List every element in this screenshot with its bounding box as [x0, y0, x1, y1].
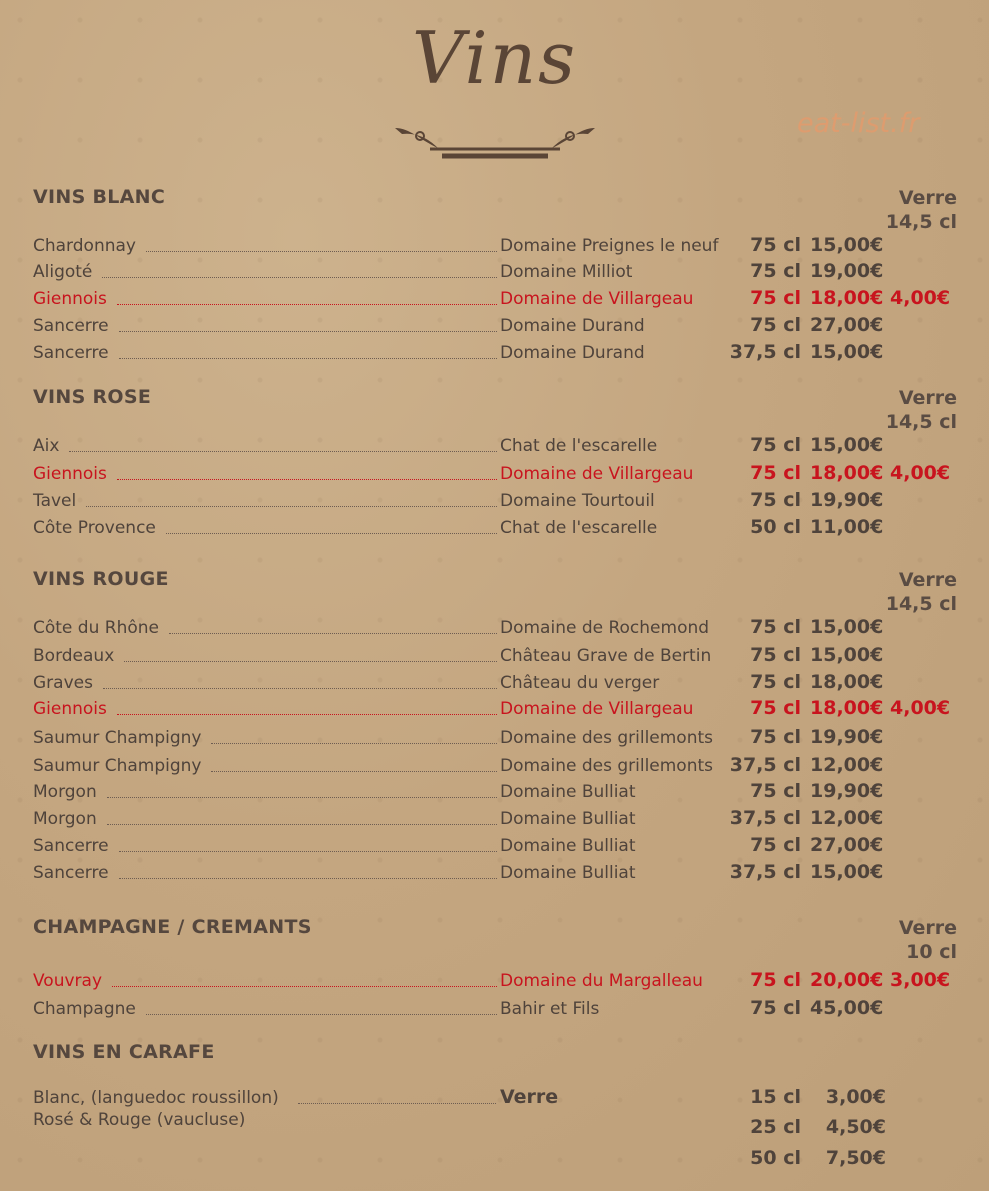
glass-price: 4,00€	[890, 287, 951, 309]
bottle-volume: 75 cl	[750, 489, 801, 511]
glass-label: Verre	[898, 569, 957, 591]
wine-name: Morgon	[33, 809, 97, 829]
dot-leader	[103, 688, 497, 689]
dot-leader	[112, 986, 497, 987]
wine-name: Aix	[33, 436, 60, 456]
dot-leader	[117, 304, 497, 305]
bottle-price: 15,00€	[810, 644, 884, 666]
dot-leader	[107, 824, 497, 825]
wine-row	[0, 699, 989, 725]
bottle-price: 27,00€	[810, 314, 884, 336]
bottle-volume: 75 cl	[750, 780, 801, 802]
wine-producer: Domaine Durand	[500, 343, 645, 363]
wine-name: Bordeaux	[33, 646, 115, 666]
bottle-volume: 75 cl	[750, 697, 801, 719]
dot-leader	[117, 479, 497, 480]
bottle-price: 19,90€	[810, 780, 884, 802]
wine-name: Saumur Champigny	[33, 756, 202, 776]
wine-row	[0, 316, 989, 342]
bottle-price: 18,00€	[810, 287, 884, 309]
wine-producer: Chat de l'escarelle	[500, 518, 658, 538]
glass-column-header	[886, 386, 957, 434]
bottle-volume: 37,5 cl	[729, 861, 801, 883]
dot-leader	[69, 451, 497, 452]
bottle-volume: 37,5 cl	[729, 807, 801, 829]
bottle-volume: 75 cl	[750, 462, 801, 484]
wine-row	[0, 262, 989, 288]
wine-name: Giennois	[33, 464, 107, 484]
bottle-volume: 75 cl	[750, 644, 801, 666]
glass-volume: 14,5 cl	[885, 411, 957, 433]
glass-column-header	[886, 568, 957, 616]
wine-producer: Domaine de Villargeau	[500, 289, 694, 309]
wine-row	[0, 999, 989, 1025]
wine-producer: Domaine Preignes le neuf	[500, 236, 719, 256]
bottle-price: 11,00€	[810, 516, 884, 538]
glass-label: Verre	[898, 187, 957, 209]
wine-row	[0, 836, 989, 862]
bottle-volume: 75 cl	[750, 260, 801, 282]
wine-name: Sancerre	[33, 863, 109, 883]
glass-price: 4,00€	[890, 462, 951, 484]
bottle-volume: 75 cl	[750, 726, 801, 748]
dot-leader	[102, 277, 497, 278]
bottle-volume: 37,5 cl	[729, 754, 801, 776]
bottle-price: 20,00€	[810, 969, 884, 991]
wine-row	[0, 646, 989, 672]
wine-row	[0, 971, 989, 997]
bottle-volume: 75 cl	[750, 616, 801, 638]
glass-price: 4,00€	[890, 697, 951, 719]
bottle-price: 12,00€	[810, 807, 884, 829]
wine-row	[0, 236, 989, 262]
wine-row	[0, 673, 989, 699]
dot-leader	[146, 1014, 497, 1015]
glass-label: Verre	[898, 917, 957, 939]
bottle-price: 45,00€	[810, 997, 884, 1019]
wine-name: Vouvray	[33, 971, 103, 991]
wine-producer: Domaine Bulliat	[500, 863, 636, 883]
section-title: VINS EN CARAFE	[33, 1041, 215, 1063]
dot-leader	[119, 331, 497, 332]
wine-producer: Domaine du Margalleau	[500, 971, 703, 991]
dot-leader	[298, 1103, 496, 1104]
watermark-text: eat-list.fr	[797, 108, 920, 139]
wine-row	[0, 518, 989, 544]
wine-name: Côte Provence	[33, 518, 156, 538]
wine-name: Sancerre	[33, 836, 109, 856]
carafe-volume: 50 cl	[750, 1147, 801, 1169]
wine-name: Sancerre	[33, 343, 109, 363]
glass-volume: 10 cl	[906, 941, 957, 963]
dot-leader	[211, 743, 497, 744]
carafe-line-2: Rosé & Rouge (vaucluse)	[33, 1110, 246, 1130]
wine-row	[0, 782, 989, 808]
wine-row	[0, 343, 989, 369]
carafe-volume: 25 cl	[750, 1116, 801, 1138]
bottle-price: 19,00€	[810, 260, 884, 282]
dot-leader	[124, 661, 497, 662]
wine-producer: Bahir et Fils	[500, 999, 600, 1019]
bottle-price: 15,00€	[810, 616, 884, 638]
wine-row	[0, 618, 989, 644]
wine-name: Saumur Champigny	[33, 728, 202, 748]
bottle-volume: 37,5 cl	[729, 341, 801, 363]
wine-name: Giennois	[33, 289, 107, 309]
wine-row	[0, 491, 989, 517]
wine-producer: Domaine Bulliat	[500, 836, 636, 856]
wine-name: Aligoté	[33, 262, 93, 282]
wine-row	[0, 809, 989, 835]
wine-producer: Domaine Bulliat	[500, 782, 636, 802]
bottle-price: 15,00€	[810, 234, 884, 256]
bottle-price: 18,00€	[810, 697, 884, 719]
bottle-volume: 75 cl	[750, 314, 801, 336]
wine-row	[0, 464, 989, 490]
wine-producer: Chat de l'escarelle	[500, 436, 658, 456]
dot-leader	[166, 533, 497, 534]
wine-producer: Domaine Milliot	[500, 262, 633, 282]
bottle-price: 19,90€	[810, 489, 884, 511]
bottle-price: 19,90€	[810, 726, 884, 748]
wine-name: Tavel	[33, 491, 77, 511]
wine-producer: Domaine des grillemonts	[500, 756, 714, 776]
bottle-volume: 50 cl	[750, 516, 801, 538]
wine-name: Champagne	[33, 999, 136, 1019]
carafe-verre-label: Verre	[500, 1086, 559, 1108]
wine-row	[0, 863, 989, 889]
bottle-volume: 75 cl	[750, 434, 801, 456]
wine-producer: Domaine de Villargeau	[500, 699, 694, 719]
glass-volume: 14,5 cl	[885, 593, 957, 615]
wine-producer: Château Grave de Bertin	[500, 646, 712, 666]
wine-producer: Domaine Bulliat	[500, 809, 636, 829]
glass-column-header	[899, 916, 957, 964]
bottle-price: 18,00€	[810, 462, 884, 484]
wine-producer: Domaine de Villargeau	[500, 464, 694, 484]
wine-name: Sancerre	[33, 316, 109, 336]
bottle-price: 18,00€	[810, 671, 884, 693]
glass-label: Verre	[898, 387, 957, 409]
carafe-line-1: Blanc, (languedoc roussillon)	[33, 1088, 279, 1108]
section-title: VINS ROUGE	[33, 568, 169, 590]
carafe-price: 3,00€	[825, 1086, 886, 1108]
bottle-price: 15,00€	[810, 341, 884, 363]
bottle-volume: 75 cl	[750, 234, 801, 256]
bottle-volume: 75 cl	[750, 997, 801, 1019]
carafe-price: 4,50€	[825, 1116, 886, 1138]
section-title: VINS ROSE	[33, 386, 152, 408]
dot-leader	[146, 251, 497, 252]
wine-name: Morgon	[33, 782, 97, 802]
dot-leader	[86, 506, 497, 507]
wine-producer: Domaine Tourtouil	[500, 491, 655, 511]
section-title: VINS BLANC	[33, 186, 166, 208]
wine-producer: Château du verger	[500, 673, 660, 693]
dot-leader	[211, 771, 497, 772]
dot-leader	[119, 358, 497, 359]
dot-leader	[119, 851, 497, 852]
section-title: CHAMPAGNE / CREMANTS	[33, 916, 312, 938]
ornament-divider-icon	[390, 122, 600, 162]
bottle-price: 12,00€	[810, 754, 884, 776]
bottle-price: 27,00€	[810, 834, 884, 856]
page-title: Vins	[411, 16, 578, 100]
wine-row	[0, 436, 989, 462]
dot-leader	[119, 878, 497, 879]
carafe-volume: 15 cl	[750, 1086, 801, 1108]
bottle-price: 15,00€	[810, 861, 884, 883]
wine-producer: Domaine des grillemonts	[500, 728, 714, 748]
wine-producer: Domaine de Rochemond	[500, 618, 710, 638]
bottle-price: 15,00€	[810, 434, 884, 456]
wine-name: Giennois	[33, 699, 107, 719]
glass-volume: 14,5 cl	[885, 211, 957, 233]
dot-leader	[169, 633, 497, 634]
dot-leader	[107, 797, 497, 798]
bottle-volume: 75 cl	[750, 287, 801, 309]
wine-name: Côte du Rhône	[33, 618, 159, 638]
wine-row	[0, 756, 989, 782]
bottle-volume: 75 cl	[750, 969, 801, 991]
bottle-volume: 75 cl	[750, 671, 801, 693]
bottle-volume: 75 cl	[750, 834, 801, 856]
wine-row	[0, 728, 989, 754]
dot-leader	[117, 714, 497, 715]
carafe-price: 7,50€	[825, 1147, 886, 1169]
wine-name: Graves	[33, 673, 93, 693]
glass-price: 3,00€	[890, 969, 951, 991]
wine-row	[0, 289, 989, 315]
glass-column-header	[886, 186, 957, 234]
wine-producer: Domaine Durand	[500, 316, 645, 336]
wine-name: Chardonnay	[33, 236, 136, 256]
